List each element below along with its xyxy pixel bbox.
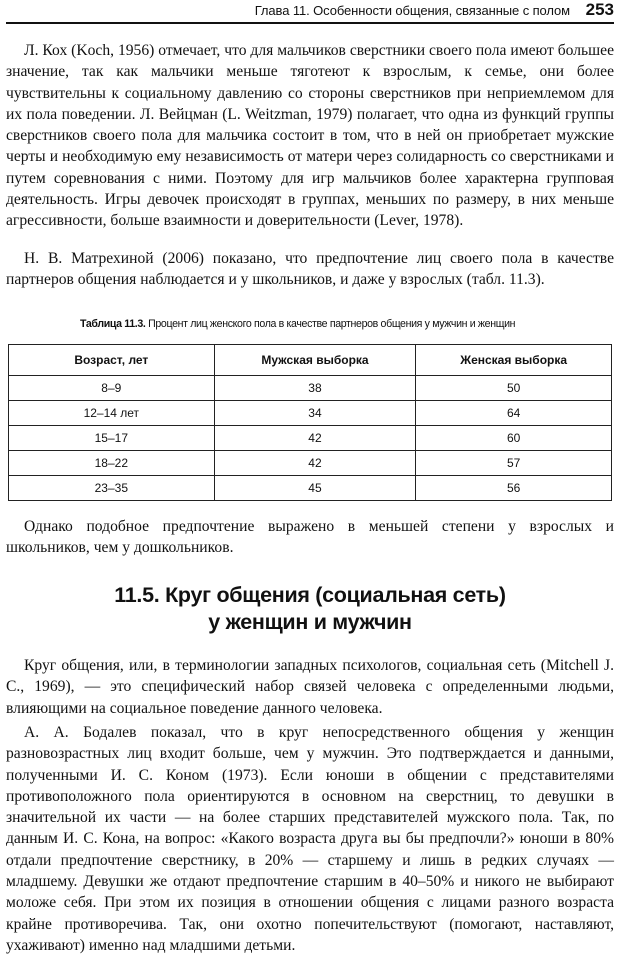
- paragraph-koch: Л. Кох (Koch, 1956) отмечает, что для мальчиков сверстники своего пола имеют большее значение, так как мальчики меньше тяготеют к взрослым, к семье, они более чувствительны к социальному давлению со стороны сверстников при неприемлемом для их пола поведении. Л. Вейцман (L. Weitzman, 1979) полагает, что одна из функций группы сверстников своего пола для мальчика состоит в том, что в ней он приобретает мужские черты и необходимую ему независимость от матери через солидарность со сверстниками и путем соревнования с ними. Поэтому для игр мальчиков более характерна групповая деятельность. Игры девочек происходят в группах, меньших по размеру, в них меньше агрессивности, больше взаимности и доверительности (Lever, 1978).: [6, 42, 614, 230]
- paragraph-matrekhina: Н. В. Матрехиной (2006) показано, что предпочтение лиц своего пола в качестве партнеров общения наблюдается и у школьников, и даже у взрослых (табл. 11.3).: [6, 250, 614, 289]
- cell-female: 60: [416, 426, 612, 451]
- cell-age: 15–17: [9, 426, 215, 451]
- table-caption-text: Процент лиц женского пола в качестве партнеров общения у мужчин и женщин: [148, 318, 516, 330]
- table-header-row: [9, 345, 612, 376]
- data-table: [8, 344, 612, 501]
- cell-female: 64: [416, 401, 612, 426]
- column-header-male: Мужская выборка: [214, 345, 416, 376]
- table-row: [9, 401, 612, 426]
- section-heading: [6, 582, 614, 636]
- paragraph-social-network: Круг общения, или, в терминологии западных психологов, социальная сеть (Mitchell J. C., 1969), — это специфический набор связей человека с определенными людьми, влияющими на социальное поведение данного человека.: [6, 657, 614, 717]
- cell-age: 8–9: [9, 376, 215, 401]
- cell-female: 57: [416, 451, 612, 476]
- cell-male: 38: [214, 376, 416, 401]
- table-row: [9, 426, 612, 451]
- table-row: [9, 376, 612, 401]
- table-caption-label: Таблица 11.3.: [80, 318, 146, 330]
- cell-female: 50: [416, 376, 612, 401]
- chapter-title: Глава 11. Особенности общения, связанные с полом: [254, 3, 570, 18]
- paragraph-bodalev: А. А. Бодалев показал, что в круг непосредственного общения у женщин разновозрастных лиц входит больше, чем у мужчин. Это подтверждается и данными, полученными И. С. Коном (1973). Если юноши в общении с представителями противоположного пола ориентируются в основном на сверстниц, то девушки в значительной их части — на более старших представителей мужского пола. Так, по данным И. С. Кона, на вопрос: «Какого возраста друга вы бы предпочли?» юноши в 80% отдали предпочтение сверстнику, в 20% — старшему и лишь в редких случаях — младшему. Девушки же отдают предпочтение старшим в 40–50% и никого не выбирают моложе себя. При этом их позиция в отношении общения с лицами разного возраста крайне противоречива. Так, они охотно попечительствуют (помогают, наставляют, ухаживают) именно над младшими детьми.: [6, 724, 614, 954]
- cell-age: 18–22: [9, 451, 215, 476]
- cell-male: 45: [214, 476, 416, 501]
- running-header: [6, 0, 614, 24]
- section-heading-line-1: 11.5. Круг общения (социальная сеть): [114, 583, 506, 607]
- cell-age: 12–14 лет: [9, 401, 215, 426]
- table-row: [9, 476, 612, 501]
- paragraph-after-table: Однако подобное предпочтение выражено в меньшей степени у взрослых и школьников, чем у дошкольников.: [6, 518, 614, 557]
- column-header-age: Возраст, лет: [9, 345, 215, 376]
- cell-male: 34: [214, 401, 416, 426]
- cell-age: 23–35: [9, 476, 215, 501]
- cell-male: 42: [214, 451, 416, 476]
- table-row: [9, 451, 612, 476]
- column-header-female: Женская выборка: [416, 345, 612, 376]
- cell-male: 42: [214, 426, 416, 451]
- page-number: 253: [585, 0, 614, 19]
- cell-female: 56: [416, 476, 612, 501]
- section-heading-line-2: у женщин и мужчин: [208, 610, 412, 634]
- table-caption: [80, 318, 616, 330]
